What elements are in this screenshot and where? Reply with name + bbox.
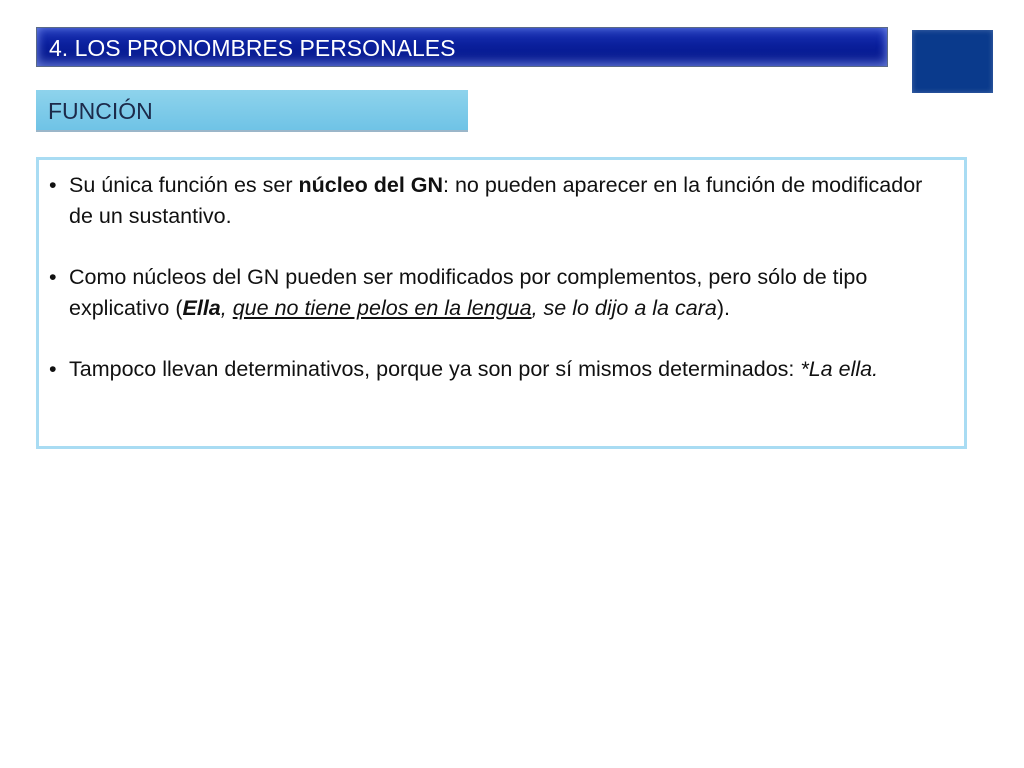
- section-heading-text: FUNCIÓN: [48, 98, 153, 124]
- decorative-square: [912, 30, 993, 93]
- bullet-item-1: [49, 170, 948, 232]
- content-box: [36, 157, 967, 449]
- bullet-marker: •: [49, 265, 57, 289]
- slide-title-text: 4. LOS PRONOMBRES PERSONALES: [49, 35, 456, 61]
- bullet-marker: •: [49, 357, 57, 381]
- slide-title: [36, 27, 888, 67]
- bullet-item-3: [49, 354, 948, 385]
- bullet-text: Su única función es ser núcleo del GN: no pueden aparecer en la función de modificador de un sustantivo.: [69, 173, 923, 228]
- bullet-text: Tampoco llevan determinativos, porque ya son por sí mismos determinados: *La ella.: [69, 357, 879, 381]
- bullet-marker: •: [49, 173, 57, 197]
- bullet-item-2: [49, 262, 948, 324]
- section-heading: [36, 90, 468, 132]
- bullet-text: Como núcleos del GN pueden ser modificados por complementos, pero sólo de tipo explicativo (Ella, que no tiene pelos en la lengua, se lo dijo a la cara).: [69, 265, 868, 320]
